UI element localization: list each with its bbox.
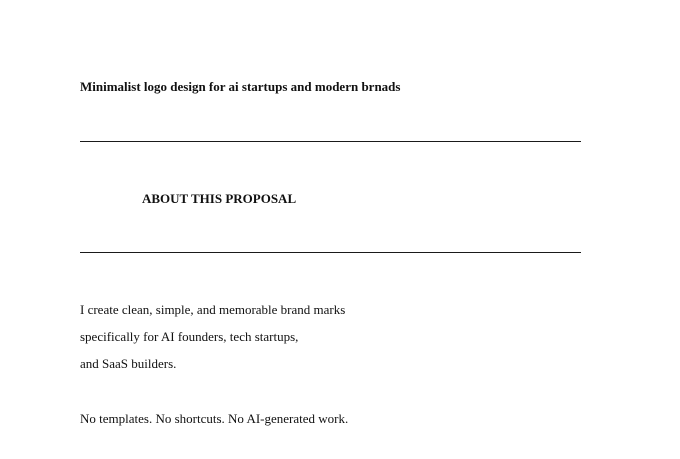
body-text-line: No templates. No shortcuts. No AI-generated work. xyxy=(80,411,349,426)
body-text-line: specifically for AI founders, tech startups, xyxy=(80,329,299,344)
body-text-line: I create clean, simple, and memorable brand marks xyxy=(80,302,346,317)
top-divider xyxy=(80,141,581,142)
document-title: Minimalist logo design for ai startups and modern brnads xyxy=(80,79,401,94)
body-text-line: and SaaS builders. xyxy=(80,356,177,371)
section-heading: ABOUT THIS PROPOSAL xyxy=(142,191,297,206)
bottom-divider xyxy=(80,252,581,253)
